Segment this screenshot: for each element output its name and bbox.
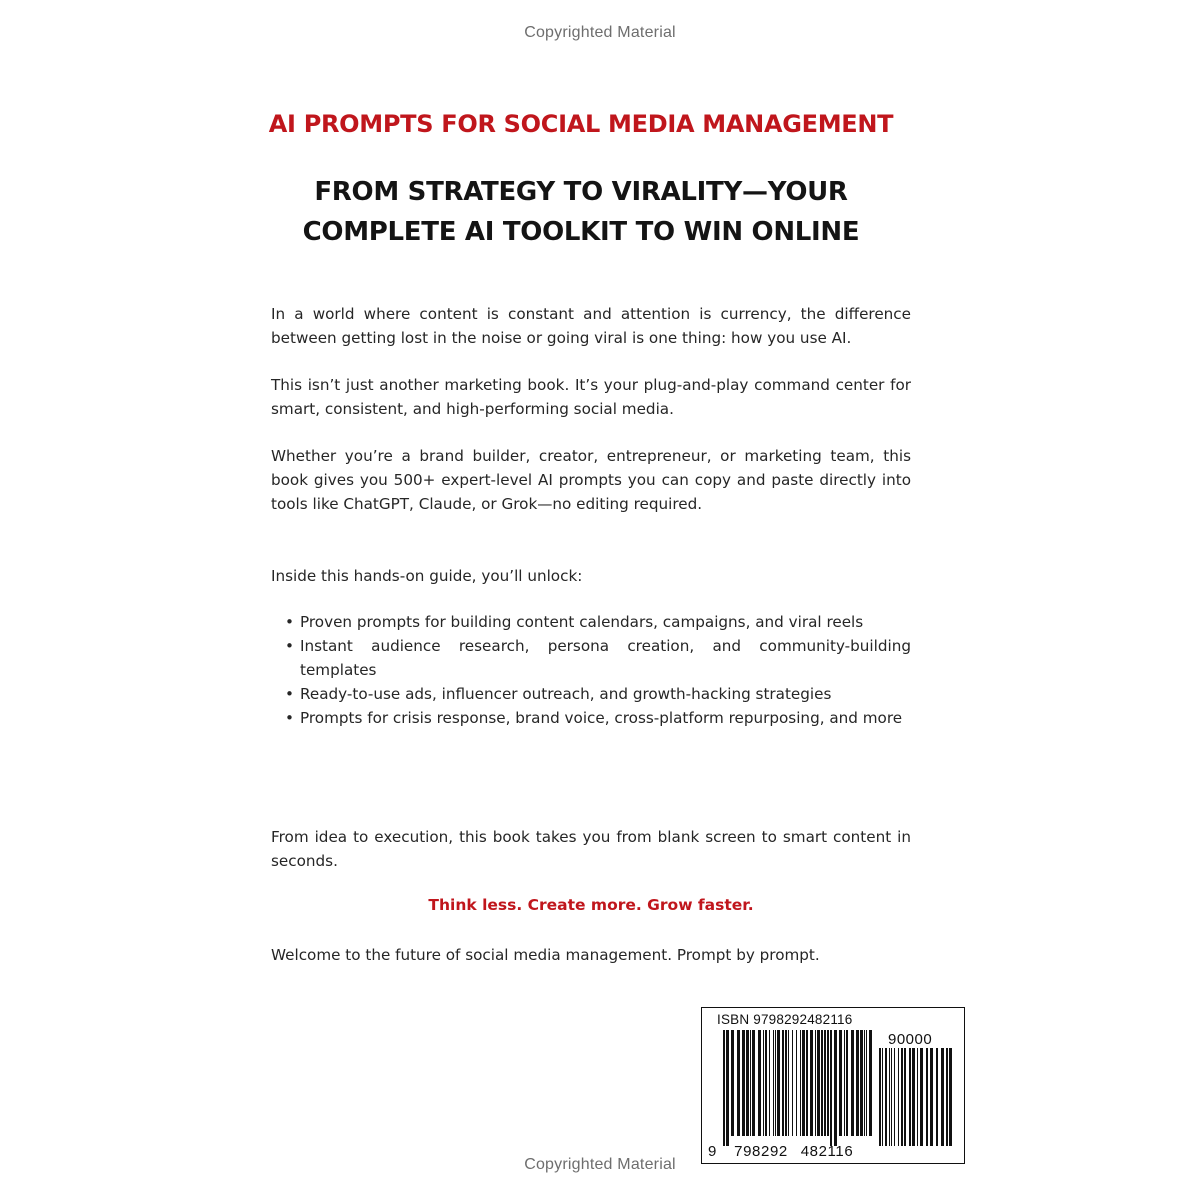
price-code: 90000: [888, 1031, 933, 1048]
barcode-bar: [731, 1030, 734, 1136]
barcode-bar: [775, 1030, 776, 1136]
barcode-bar: [844, 1030, 845, 1136]
paragraph-text: Welcome to the future of social media management. Prompt by prompt.: [271, 946, 820, 964]
ean-right-digits: 482116: [800, 1143, 854, 1160]
barcode-bar: [758, 1030, 761, 1136]
paragraph-text: This isn’t just another marketing book. It’s your plug-and-play command center for smart, consistent, and high-performing social media.: [271, 376, 911, 418]
barcode-bar: [785, 1030, 787, 1136]
list-item: [271, 634, 911, 682]
paragraph-text: Whether you’re a brand builder, creator, entrepreneur, or marketing team, this book gives you 500+ expert-level AI prompts you can copy and paste directly into tools like ChatGPT, Claude, or Grok—no editing required.: [271, 447, 911, 513]
bullet-icon: •: [285, 637, 294, 655]
feature-list: [271, 610, 911, 730]
barcode-bar: [898, 1048, 899, 1146]
audience-paragraph: [271, 444, 911, 516]
list-item-text: Instant audience research, persona creation, and community-building templates: [300, 637, 911, 679]
barcode-bar: [796, 1030, 797, 1136]
barcode-bar: [879, 1048, 881, 1146]
copyright-watermark-bottom: Copyrighted Material: [524, 1156, 676, 1173]
barcode-bar: [936, 1048, 938, 1146]
barcode-bar: [782, 1030, 784, 1136]
list-item: [271, 610, 911, 634]
barcode-bar: [839, 1030, 842, 1136]
barcode-bar: [851, 1030, 854, 1136]
list-item-text: Proven prompts for building content calendars, campaigns, and viral reels: [300, 613, 864, 631]
barcode-bar: [824, 1030, 826, 1136]
barcode-bar: [830, 1030, 832, 1146]
barcode-bar: [885, 1048, 887, 1146]
series-title: AI PROMPTS FOR SOCIAL MEDIA MANAGEMENT: [268, 110, 894, 138]
barcode-bar: [769, 1030, 770, 1136]
unlock-intro: [271, 564, 911, 588]
barcode-bar: [869, 1030, 872, 1136]
paragraph-text: From idea to execution, this book takes you from blank screen to smart content in seconds.: [271, 828, 911, 870]
headline: [0, 172, 1162, 252]
barcode-bar: [834, 1030, 837, 1146]
pitch-paragraph: [271, 373, 911, 421]
barcode-bar: [926, 1048, 928, 1146]
barcode-bar: [917, 1048, 918, 1146]
barcode-bar: [815, 1030, 816, 1136]
bullet-icon: •: [285, 709, 294, 727]
paragraph-text: In a world where content is constant and attention is currency, the difference between getting lost in the noise or going viral is one thing: how you use AI.: [271, 305, 911, 347]
barcode-bar: [792, 1030, 793, 1136]
barcode-bar: [864, 1030, 865, 1136]
barcode-bar: [765, 1030, 767, 1136]
list-item: [271, 682, 911, 706]
headline-line-1: FROM STRATEGY TO VIRALITY—YOUR: [314, 177, 848, 207]
barcode-bar: [949, 1048, 952, 1146]
barcode-bar: [930, 1048, 933, 1146]
headline-line-2: COMPLETE AI TOOLKIT TO WIN ONLINE: [302, 217, 860, 247]
barcode-bar: [856, 1030, 859, 1136]
barcode-bar: [746, 1030, 749, 1136]
barcode-bar: [827, 1030, 829, 1136]
barcode-bar: [817, 1030, 820, 1136]
barcode-bar: [802, 1030, 805, 1136]
barcode-bar: [788, 1030, 789, 1136]
barcode-bar: [742, 1030, 745, 1136]
barcode-bar: [891, 1048, 892, 1146]
barcode-bar: [800, 1030, 801, 1136]
ean-left-digits: 798292: [734, 1143, 788, 1160]
barcode-bar: [737, 1030, 740, 1136]
list-item: [271, 706, 911, 730]
ean13-bars: [722, 1030, 872, 1148]
ean-first-digit: 9: [708, 1143, 717, 1160]
barcode-bar: [752, 1030, 755, 1136]
addon-bars: [878, 1048, 954, 1148]
barcode-bar: [750, 1030, 751, 1136]
isbn-barcode: [701, 1007, 965, 1164]
barcode-bar: [889, 1048, 890, 1146]
barcode-bar: [773, 1030, 774, 1136]
barcode-bar: [912, 1048, 915, 1146]
list-item-text: Prompts for crisis response, brand voice, cross-platform repurposing, and more: [300, 709, 903, 727]
barcode-bar: [941, 1048, 944, 1146]
barcode-bar: [909, 1048, 911, 1146]
barcode-bar: [866, 1030, 867, 1136]
barcode-bar: [946, 1048, 948, 1146]
barcode-bar: [894, 1048, 895, 1146]
barcode-bar: [920, 1048, 923, 1146]
barcode-bar: [846, 1030, 848, 1136]
bullet-icon: •: [285, 685, 294, 703]
intro-paragraph: [271, 302, 911, 350]
barcode-bar: [726, 1030, 729, 1146]
barcode-bar: [821, 1030, 823, 1136]
barcode-bar: [904, 1048, 906, 1146]
isbn-label: ISBN 9798292482116: [717, 1012, 853, 1027]
barcode-bar: [860, 1030, 863, 1136]
barcode-bar: [882, 1048, 883, 1146]
barcode-bar: [806, 1030, 808, 1136]
barcode-bar: [901, 1048, 903, 1146]
barcode-bar: [810, 1030, 813, 1136]
paragraph-text: Inside this hands-on guide, you’ll unlock:: [271, 567, 583, 585]
barcode-bar: [763, 1030, 764, 1136]
bullet-icon: •: [285, 613, 294, 631]
closing-paragraph: [271, 943, 911, 967]
execution-paragraph: [271, 825, 911, 873]
barcode-bar: [777, 1030, 780, 1136]
list-item-text: Ready-to-use ads, influencer outreach, and growth-hacking strategies: [300, 685, 832, 703]
tagline: Think less. Create more. Grow faster.: [428, 896, 754, 914]
barcode-bar: [723, 1030, 725, 1146]
copyright-watermark-top: Copyrighted Material: [524, 24, 676, 41]
